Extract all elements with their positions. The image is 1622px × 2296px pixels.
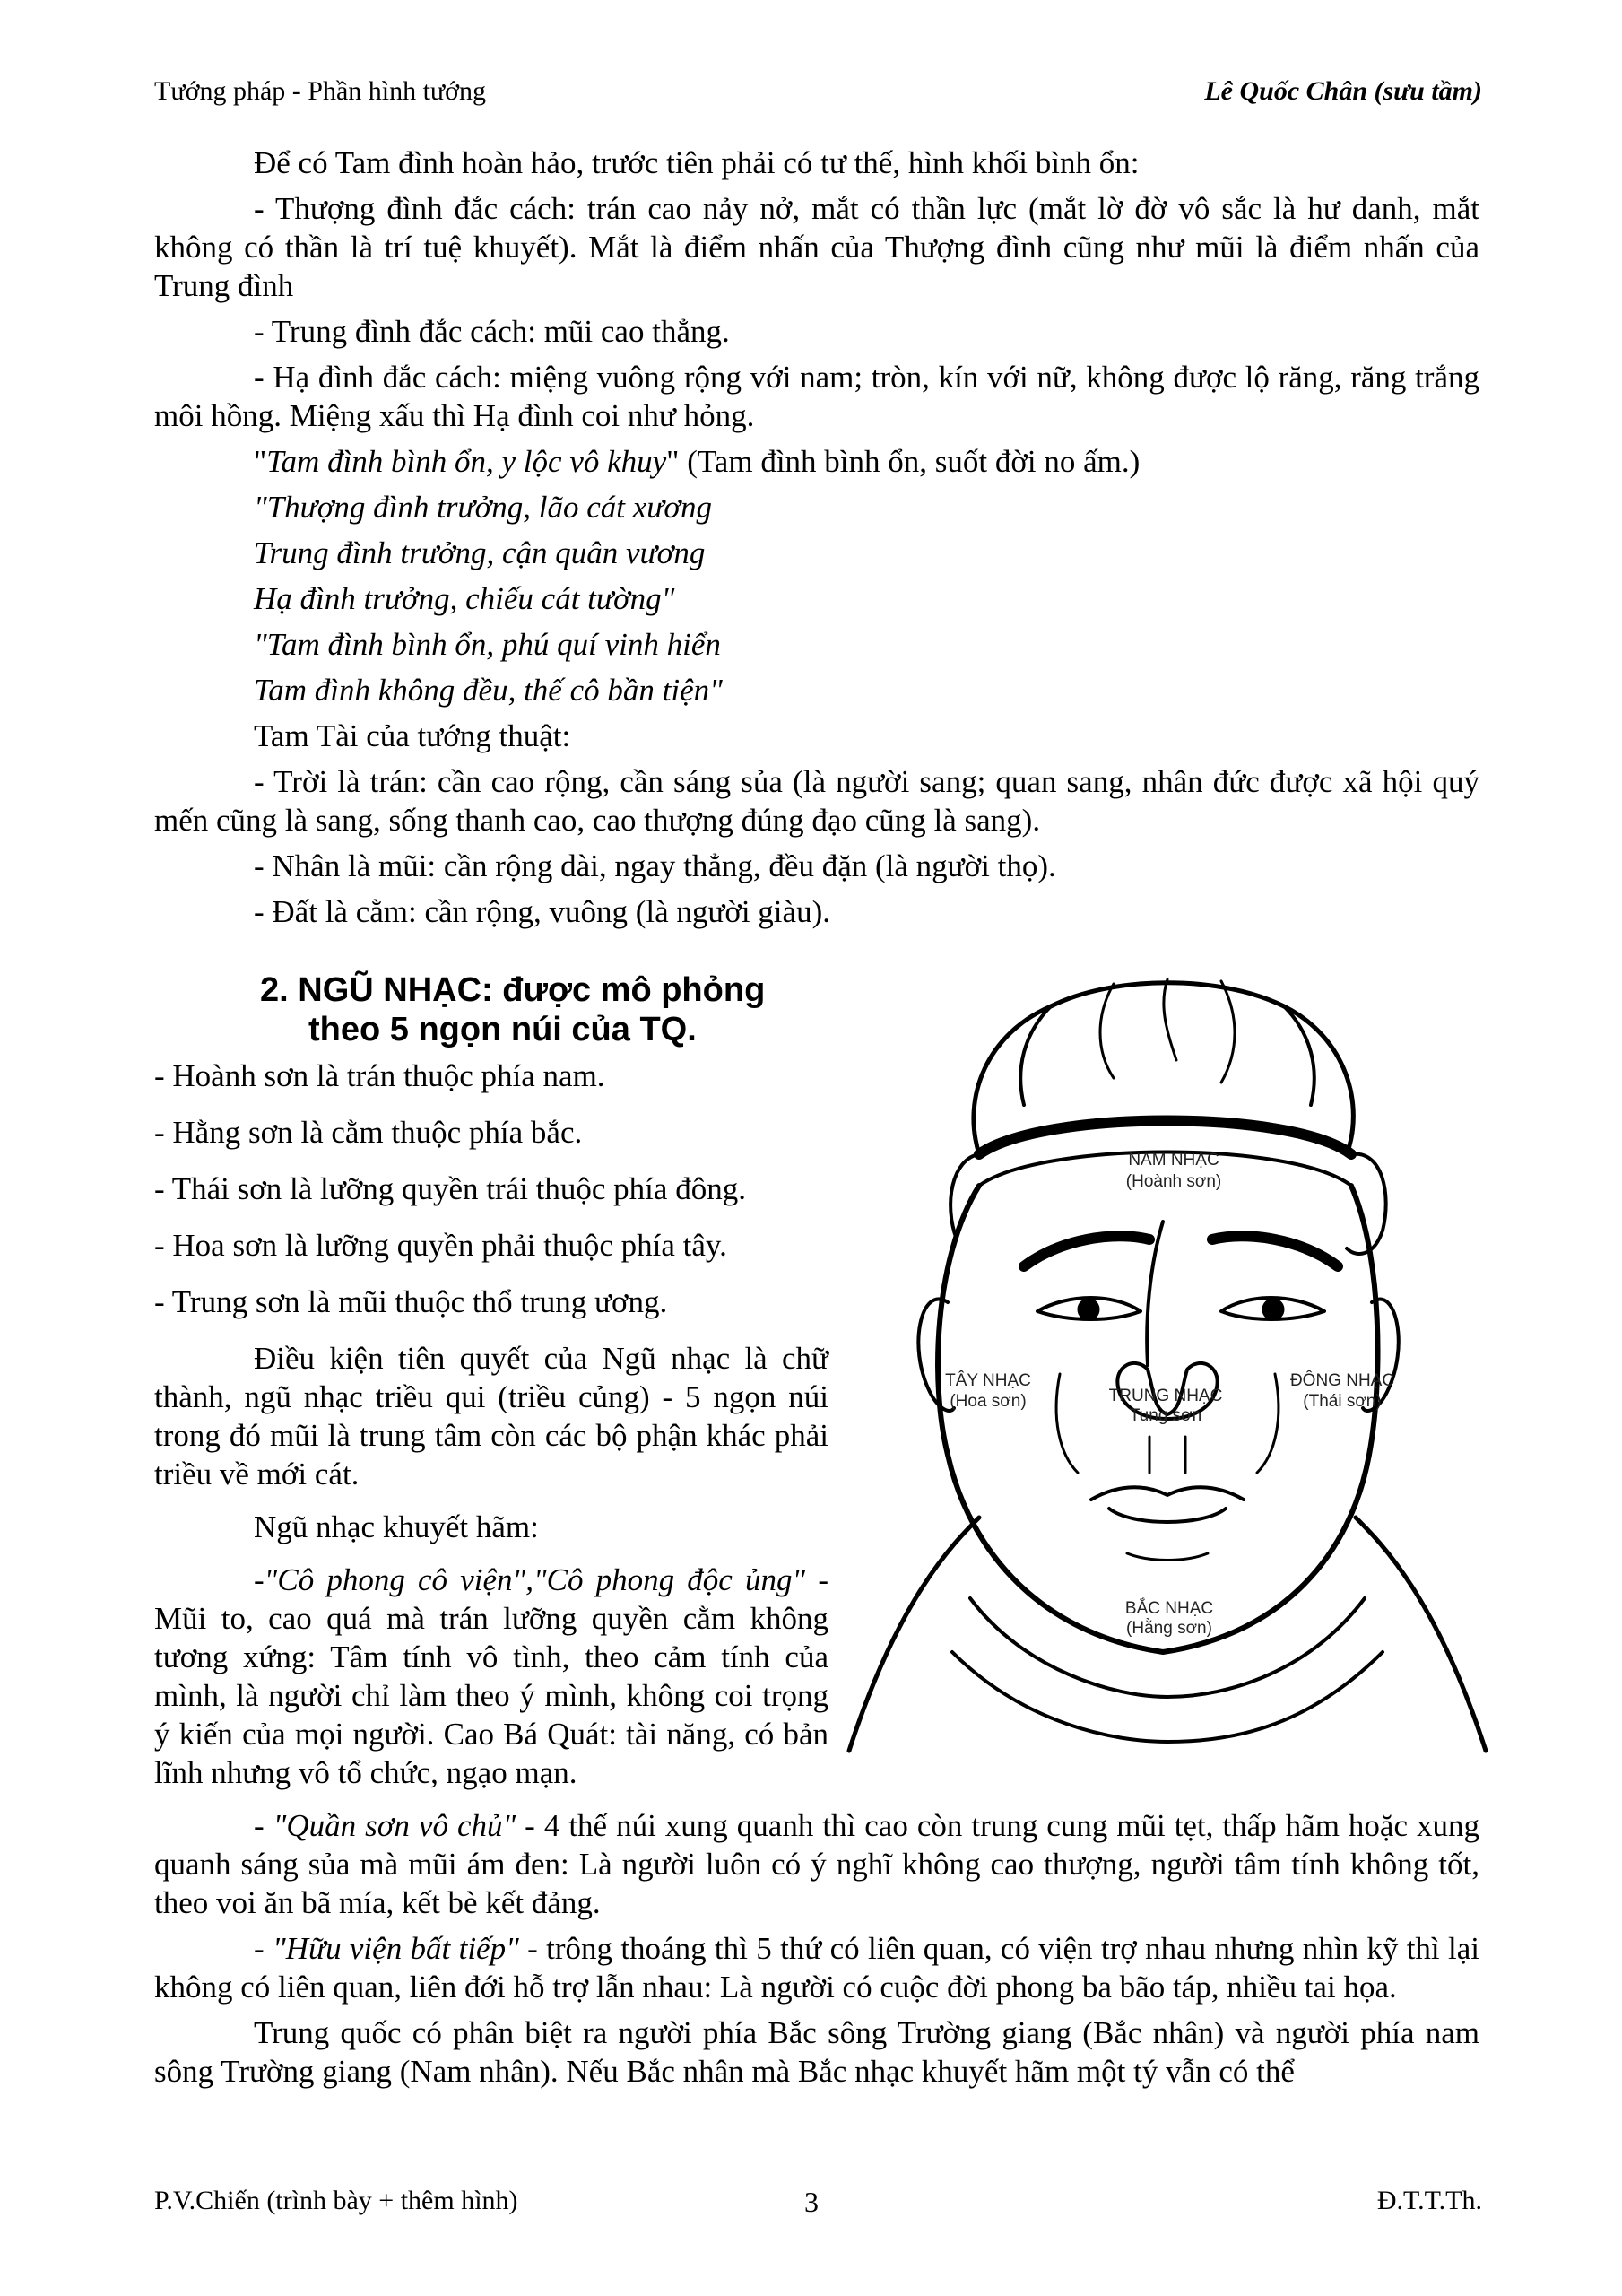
paragraph: - Hạ đình đắc cách: miệng vuông rộng với nam; tròn, kín với nữ, không được lộ răng, răng trắng môi hồng. Miệng xấu thì Hạ đình coi như hỏng. xyxy=(154,360,1479,433)
face-illustration xyxy=(845,970,1490,1778)
paragraph xyxy=(154,1561,828,1792)
footer-left: P.V.Chiến (trình bày + thêm hình) xyxy=(154,2186,518,2215)
label-tay-nhac: TÂY NHẠC xyxy=(945,1371,1031,1390)
label-nam-nhac-sub: (Hoành sơn) xyxy=(1125,1172,1222,1191)
section-title xyxy=(260,970,888,1049)
section-title-line1: 2. NGŨ NHẠC: được mô phỏng xyxy=(260,971,766,1009)
header-right: Lê Quốc Chân (sưu tầm) xyxy=(1204,76,1482,106)
poem-line: "Tam đình bình ổn, phú quí vinh hiển xyxy=(254,627,721,662)
label-trung-nhac-sub: Tung sơn xyxy=(1129,1406,1202,1425)
quote-paragraph: "Tam đình bình ổn, y lộc vô khuy" (Tam đình bình ổn, suốt đời no ấm.) xyxy=(254,444,1141,479)
section-title-line2: theo 5 ngọn núi của TQ. xyxy=(308,1011,697,1048)
paragraph: Để có Tam đình hoàn hảo, trước tiên phải có tư thế, hình khối bình ổn: xyxy=(254,145,1140,180)
list-item: - Hoa sơn là lưỡng quyền phải thuộc phía tây. xyxy=(154,1228,727,1263)
label-tay-nhac-sub: (Hoa sơn) xyxy=(950,1392,1027,1411)
page-body xyxy=(154,144,1479,2098)
label-dong-nhac-sub: (Thái sơn) xyxy=(1303,1392,1382,1411)
paragraph: - Nhân là mũi: cần rộng dài, ngay thẳng, đều đặn (là người thọ). xyxy=(254,848,1056,883)
quote-italic: Tam đình bình ổn, y lộc vô khuy xyxy=(266,444,667,479)
term-italic: -"Cô phong cô viện","Cô phong độc ủng" xyxy=(254,1562,806,1597)
page-number: 3 xyxy=(804,2186,819,2218)
label-bac-nhac: BẮC NHẠC xyxy=(1124,1599,1214,1618)
header-left: Tướng pháp - Phần hình tướng xyxy=(154,76,487,106)
label-nam-nhac: NAM NHẠC xyxy=(1128,1151,1219,1170)
list-item: - Hằng sơn là cằm thuộc phía bắc. xyxy=(154,1115,583,1150)
quote-rest: (Tam đình bình ổn, suốt đời no ấm.) xyxy=(679,444,1141,479)
list-item: - Thái sơn là lưỡng quyền trái thuộc phía đông. xyxy=(154,1171,746,1206)
poem-line: Trung đình trưởng, cận quân vương xyxy=(254,535,706,570)
after-figure xyxy=(154,1806,1479,2091)
paragraph: Điều kiện tiên quyết của Ngũ nhạc là chữ thành, ngũ nhạc triều qui (triều củng) - 5 ngọn núi trong đó mũi là trung tâm còn các bộ phận khác phải triều về mới cát. xyxy=(154,1341,828,1492)
term-italic: "Quần sơn vô chủ" xyxy=(273,1808,516,1843)
paragraph: - Thượng đình đắc cách: trán cao nảy nở, mắt có thần lực (mắt lờ đờ vô sắc là hư danh, mắt không có thần là trí tuệ khuyết). Mắt là điểm nhấn của Thượng đình cũng như mũi là điểm nhấn của Trung đình xyxy=(154,191,1479,303)
label-trung-nhac: TRUNG NHẠC xyxy=(1108,1387,1223,1405)
paragraph: - Trung đình đắc cách: mũi cao thẳng. xyxy=(254,314,730,349)
term-rest: - Mũi to, cao quá mà trán lưỡng quyền cằm không tương xứng: Tâm tính vô tình, theo cảm tính của mình, là người chỉ làm theo ý mình, không coi trọng ý kiến của mọi người. Cao Bá Quát: tài năng, có bản lĩnh nhưng vô tổ chức, ngạo mạn. xyxy=(154,1562,828,1790)
paragraph: - "Hữu viện bất tiếp" - trông thoáng thì 5 thứ có liên quan, có viện trợ nhau nhưng nhìn kỹ thì lại không có liên quan, liên đới hỗ trợ lẫn nhau: Là người có cuộc đời phong ba bão táp, nhiều tai họa. xyxy=(154,1931,1479,2005)
list-item: - Trung sơn là mũi thuộc thổ trung ương. xyxy=(154,1284,668,1319)
poem-line: Tam đình không đều, thế cô bần tiện" xyxy=(254,673,723,708)
label-bac-nhac-sub: (Hằng sơn) xyxy=(1126,1619,1212,1638)
paragraph: - Đất là cằm: cần rộng, vuông (là người giàu). xyxy=(254,894,830,929)
paragraph: Tam Tài của tướng thuật: xyxy=(254,718,571,753)
paragraph: Trung quốc có phân biệt ra người phía Bắc sông Trường giang (Bắc nhân) và người phía nam sông Trường giang (Nam nhân). Nếu Bắc nhân mà Bắc nhạc khuyết hãm một tý vẫn có thể xyxy=(154,2015,1479,2089)
paragraph: - Trời là trán: cần cao rộng, cần sáng sủa (là người sang; quan sang, nhân đức được xã hội quý mến cũng là sang, sống thanh cao, cao thượng đúng đạo cũng là sang). xyxy=(154,764,1479,838)
poem-line: Hạ đình trưởng, chiếu cát tường" xyxy=(254,581,675,616)
poem-line: "Thượng đình trưởng, lão cát xương xyxy=(254,490,713,525)
section-ngu-nhac xyxy=(154,970,1479,2091)
paragraph: - "Quần sơn vô chủ" - 4 thế núi xung quanh thì cao còn trung cung mũi tẹt, thấp hãm hoặc xung quanh sáng sủa mà mũi ám đen: Là người luôn có ý nghĩ không cao thượng, người tâm tính không tốt, theo voi ăn bã mía, kết bè kết đảng. xyxy=(154,1808,1479,1920)
label-dong-nhac: ĐÔNG NHẠC xyxy=(1289,1371,1395,1390)
left-column xyxy=(154,1057,828,1792)
term-italic: "Hữu viện bất tiếp" xyxy=(273,1931,519,1966)
paragraph: Ngũ nhạc khuyết hãm: xyxy=(254,1509,539,1544)
list-item: - Hoành sơn là trán thuộc phía nam. xyxy=(154,1058,605,1093)
footer-right: Đ.T.T.Th. xyxy=(1376,2186,1482,2215)
